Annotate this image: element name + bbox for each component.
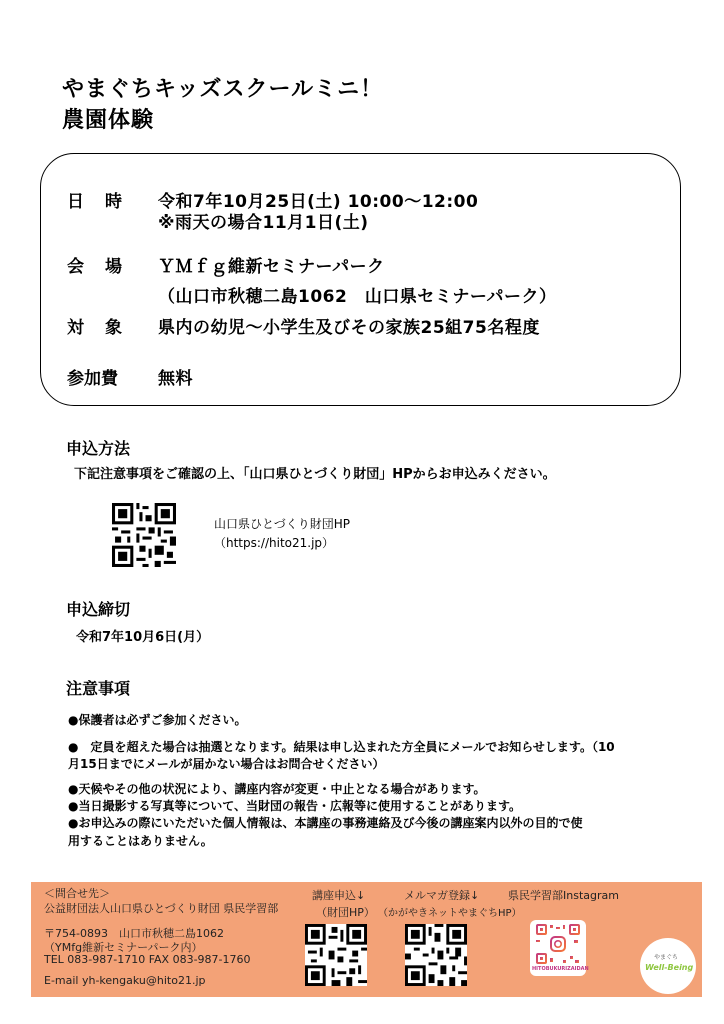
foundation-link-name[interactable]: 山口県ひとづくり財団HP xyxy=(214,517,351,531)
badge-prefecture: やまぐち xyxy=(654,954,679,961)
note-item-2-line2: 月15日までにメールが届かない場合はお問合せください） xyxy=(68,757,385,771)
note-item-1: ●保護者は必ずご参加ください。 xyxy=(68,713,247,727)
qr2-label: メルマガ登録↓ xyxy=(404,889,480,902)
venue-address: （山口市秋穂二島1062 山口県セミナーパーク） xyxy=(158,287,557,307)
instagram-caption: HITOBUKURIZAIDAN xyxy=(532,966,589,972)
deadline-heading: 申込締切 xyxy=(66,600,131,619)
contact-building: （YMfg維新セミナーパーク内） xyxy=(44,941,203,954)
badge-well-being: Well-Being xyxy=(645,963,694,972)
page-title: やまぐちキッズスクールミニ！ xyxy=(62,77,384,102)
venue-label: 会 場 xyxy=(67,257,124,277)
target-label: 対 象 xyxy=(67,318,124,338)
notes-heading: 注意事項 xyxy=(66,679,131,698)
mail-magazine-qr-code[interactable] xyxy=(405,924,467,986)
note-item-3: ●天候やその他の状況により、講座内容が変更・中止となる場合があります。 xyxy=(68,782,486,796)
instagram-qr-card[interactable] xyxy=(530,920,589,976)
contact-heading: ＜問合せ先＞ xyxy=(44,887,110,900)
fee-value: 無料 xyxy=(158,369,193,389)
note-item-4: ●当日撮影する写真等について、当財団の報告・広報等に使用することがあります。 xyxy=(68,799,522,813)
qr1-sub: （財団HP） xyxy=(316,906,375,919)
note-item-2-line1: ● 定員を超えた場合は抽選となります。結果は申し込まれた方全員にメールでお知らせします。（10 xyxy=(68,740,615,754)
note-item-5-line1: ●お申込みの際にいただいた個人情報は、本講座の事務連絡及び今後の講座案内以外の目的で使 xyxy=(68,816,583,830)
target-value: 県内の幼児～小学生及びその家族25組75名程度 xyxy=(158,318,540,338)
application-qr-code[interactable] xyxy=(112,503,176,567)
rain-date-note: ※雨天の場合11月1日(土) xyxy=(158,213,369,233)
qr3-label: 県民学習部Instagram xyxy=(508,889,619,902)
qr1-label: 講座申込↓ xyxy=(312,889,366,902)
venue-name: ＹＭｆｇ維新セミナーパーク xyxy=(158,257,385,277)
application-heading: 申込方法 xyxy=(66,439,131,458)
qr2-sub: （かがやきネットやまぐちHP） xyxy=(378,908,522,919)
datetime-value: 令和7年10月25日(土) 10:00～12:00 xyxy=(158,192,479,212)
well-being-badge xyxy=(640,938,696,994)
deadline-date: 令和7年10月6日(月） xyxy=(76,630,210,645)
contact-tel-fax: TEL 083-987-1710 FAX 083-987-1760 xyxy=(44,953,251,966)
datetime-label: 日 時 xyxy=(67,192,124,212)
note-item-5-line2: 用することはありません。 xyxy=(68,834,213,848)
course-application-qr-code[interactable] xyxy=(305,924,367,986)
contact-org: 公益財団法人山口県ひとづくり財団 県民学習部 xyxy=(44,902,279,915)
contact-postal: 〒754-0893 山口市秋穂二島1062 xyxy=(44,927,224,940)
fee-label: 参加費 xyxy=(67,369,118,389)
page-subtitle: 農園体験 xyxy=(62,108,155,133)
foundation-link-url[interactable]: （https://hito21.jp） xyxy=(214,536,335,550)
application-text: 下記注意事項をご確認の上、「山口県ひとづくり財団」HPからお申込みください。 xyxy=(74,467,556,482)
contact-email[interactable]: E-mail yh-kengaku@hito21.jp xyxy=(44,974,206,987)
